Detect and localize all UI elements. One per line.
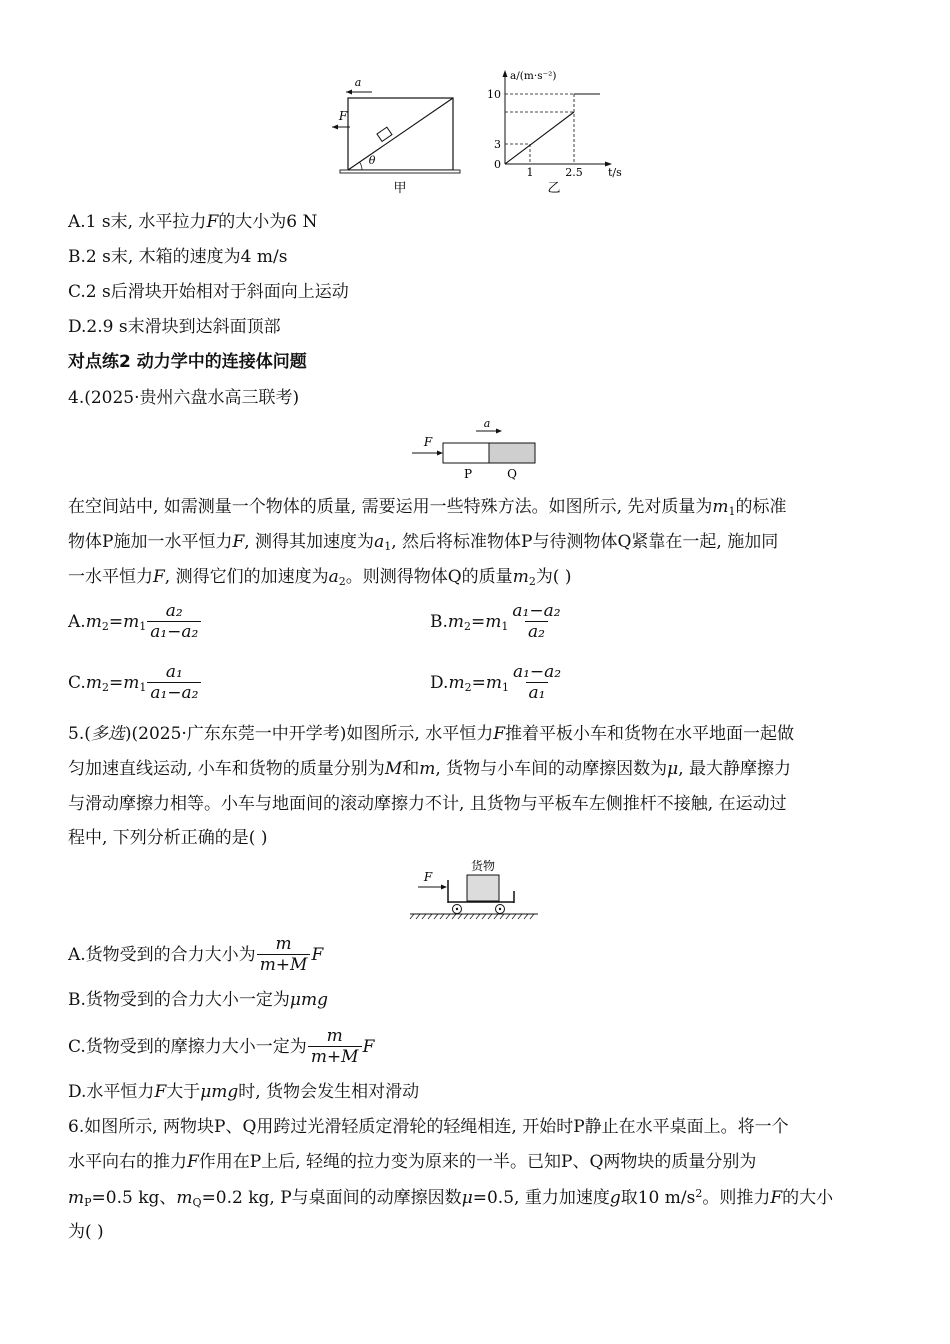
q3-option-d: D.2.9 s末滑块到达斜面顶部 [68,317,281,337]
q6-l2-a: 水平向右的推力 [68,1152,187,1172]
q4-opt-a-eq: = [108,611,124,632]
q4-figure [410,418,542,484]
q4-l3-var1: F [153,567,165,587]
q5-l2-a: 匀加速直线运动, 小车和货物的质量分别为 [68,759,385,779]
q4-opt-b-rhs-sub: 1 [501,619,509,633]
q5-l2-v3: μ [667,759,679,779]
q5-figure [408,854,543,920]
q5-opt-b-pre: B.货物受到的合力大小一定为 [68,990,290,1010]
y-tick-0: 0 [494,158,501,171]
q6-l3-v3: μ [461,1188,473,1208]
q4-line-1 [68,497,787,519]
q4-opt-a-rhs-sub: 1 [139,619,147,633]
q5-opt-b-var: μmg [289,990,328,1010]
q4-opt-c-den: a₁−a₂ [147,682,201,704]
q4-l2-sub2: 1 [384,540,392,553]
q5-l2-v2: m [419,759,436,779]
q3-a-post: 的大小为6 N [218,212,318,232]
q6-l3-s2: Q [192,1196,202,1209]
q6-l3-v4: g [609,1188,621,1208]
cargo-box [467,875,499,901]
q4-option-c [68,662,202,705]
q6-l3-c: =0.5, 重力加速度 [472,1188,610,1208]
q5-l1-tag: 多选 [90,724,125,744]
q4-opt-a-fraction [147,601,201,644]
q4-option-b [430,601,565,644]
q4-opt-a-den: a₁−a₂ [147,621,201,643]
q4-opt-a-rhs: m [123,611,140,632]
q4-opt-c-rhs: m [123,672,140,693]
q5-option-a [68,934,323,977]
q4-l1-a: 在空间站中, 如需测量一个物体的质量, 需要运用一些特殊方法。如图所示, 先对质量为 [68,497,713,517]
q4-opt-c-fraction [147,662,201,705]
accel-arrow-head [346,90,352,95]
q5-opt-c-var: F [362,1036,375,1057]
q5-force-arrow-head [441,885,447,890]
q4-l1-sub: 1 [728,505,736,518]
q4-opt-d-fraction [510,662,564,705]
q4-opt-d-eq: = [471,672,486,693]
q4-opt-b-eq: = [471,611,486,632]
q5-option-c [68,1026,374,1069]
y-tick-10: 10 [487,88,501,101]
q5-option-d [68,1082,419,1103]
q4-l3-d: 为( ) [535,567,572,587]
q4-l2-c: , 然后将标准物体P与待测物体Q紧靠在一起, 施加同 [391,532,779,552]
q4-opt-c-label: C. [68,672,86,693]
q5-line-2 [68,759,791,780]
q4-header: 4.(2025·贵州六盘水高三联考) [68,388,300,408]
q3-a-var: F [206,212,219,232]
caption-yi: 乙 [547,181,561,196]
q4-opt-b-label: B. [430,611,448,632]
y-axis-label: a/(m·s⁻²) [510,70,557,82]
q4-opt-d-rhs: m [485,672,502,693]
q6-l3-v2: m [176,1188,193,1208]
q5-l2-b: 和 [402,759,420,779]
q5-opt-c-num: m [326,1026,343,1046]
caption-jia: 甲 [393,181,407,196]
q3-option-a [68,212,317,233]
q4-opt-b-den: a₂ [525,621,548,643]
q4-opt-b-fraction [509,601,563,644]
q5-option-b [68,990,328,1011]
q6-l3-e: 。则推力 [702,1188,771,1208]
q6-l3-b: =0.2 kg, P与桌面间的动摩擦因数 [201,1188,462,1208]
x-axis-label: t/s [608,166,622,179]
q5-l1-var: F [493,724,506,744]
angle-label: θ [368,154,376,167]
force-arrow-head [332,125,338,130]
q5-opt-c-pre: C.货物受到的摩擦力大小一定为 [68,1036,307,1057]
q4-opt-b-rhs: m [485,611,502,632]
q4-option-a [68,601,202,644]
q4-opt-a-num: a₂ [165,601,183,621]
q4-l2-b: , 测得其加速度为 [244,532,375,552]
q3-option-b: B.2 s末, 木箱的速度为4 m/s [68,247,288,267]
q6-l2-b: 作用在P上后, 轻绳的拉力变为原来的一半。已知P、Q两物块的质量分别为 [198,1152,757,1172]
wheel-right-hub [499,908,501,910]
q4-l3-a: 一水平恒力 [68,567,153,587]
angle-arc [360,162,362,170]
q4-line-2 [68,532,778,554]
q3-option-c: C.2 s后滑块开始相对于斜面向上运动 [68,282,349,302]
y-axis-arrow [503,70,508,77]
q5-l2-c: , 货物与小车间的动摩擦因数为 [435,759,668,779]
q4-opt-c-rhs-sub: 1 [139,680,147,694]
q6-line-1: 6.如图所示, 两物块P、Q用跨过光滑轻质定滑轮的轻绳相连, 开始时P静止在水平桌面上。将一个 [68,1117,789,1137]
q6-l3-v5: F [770,1188,783,1208]
q4-opt-d-lhs-sub: 2 [464,680,472,694]
q4-opt-b-lhs-sub: 2 [464,619,472,633]
q4-accel-arrow-head [496,429,502,434]
q6-l3-v1: m [68,1188,85,1208]
q4-l3-var3: m [512,567,529,587]
q5-opt-c-fraction [308,1026,362,1069]
q5-l2-v1: M [384,759,403,779]
q4-opt-d-num: a₁−a₂ [512,662,562,682]
q4-force-arrow-head [437,451,443,456]
q5-opt-d-post: 时, 货物会发生相对滑动 [238,1082,420,1102]
q4-l2-var1: F [232,532,245,552]
q4-opt-c-lhs: m [85,672,102,693]
label-p: P [463,467,473,481]
q5-opt-d-mid: 大于 [166,1082,201,1102]
figure-jia [330,72,470,202]
q4-l1-b: 的标准 [735,497,787,517]
incline [348,98,453,170]
q6-l3-a: =0.5 kg、 [91,1188,177,1208]
q5-opt-a-num: m [275,934,292,954]
q6-line-3 [68,1187,833,1210]
q4-l3-var2: a [328,567,339,587]
ground-hatching [410,914,534,919]
q4-l3-c: 。则测得物体Q的质量 [345,567,513,587]
q4-l3-sub2: 2 [338,575,346,588]
q4-l2-a: 物体P施加一水平恒力 [68,532,233,552]
x-tick-2-5: 2.5 [565,166,583,179]
q4-opt-c-lhs-sub: 2 [101,680,109,694]
ground-base [340,170,460,173]
label-q: Q [507,467,517,481]
q6-line-2 [68,1152,756,1173]
q5-line-4: 程中, 下列分析正确的是( ) [68,828,268,848]
q6-l3-d: 取10 m/s [620,1188,696,1208]
q4-line-3 [68,567,571,589]
q4-l3-sub3: 2 [528,575,536,588]
q4-force-label: F [423,435,433,449]
q5-line-3: 与滑动摩擦力相等。小车与地面间的滚动摩擦力不计, 且货物与平板车左侧推杆不接触, 在运动过 [68,794,787,814]
q5-opt-a-var: F [311,944,324,965]
q3-a-pre: A.1 s末, 水平拉力 [68,212,207,232]
q4-l2-var2: a [374,532,385,552]
q4-accel-label: a [483,418,491,430]
q5-opt-d-v2: μmg [200,1082,239,1102]
q4-opt-d-rhs-sub: 1 [501,680,509,694]
q4-opt-b-lhs: m [447,611,465,632]
accel-label: a [354,76,362,89]
q4-opt-d-den: a₁ [526,682,549,704]
force-label: F [338,109,348,123]
q4-opt-c-num: a₁ [165,662,183,682]
q5-l2-d: , 最大静摩擦力 [678,759,792,779]
q5-l1-a: 5.( [68,724,91,744]
figure-yi [482,66,632,200]
x-tick-1: 1 [526,166,534,179]
graph-ramp [505,112,574,164]
q4-opt-a-label: A. [68,611,86,632]
q4-opt-c-eq: = [108,672,124,693]
q5-opt-a-fraction [257,934,311,977]
q4-l1-var: m [712,497,729,517]
q6-line-4: 为( ) [68,1222,104,1242]
q6-l2-var: F [187,1152,199,1172]
q5-opt-a-pre: A.货物受到的合力大小为 [68,944,256,965]
block-p [443,443,489,463]
q4-option-d [430,662,565,705]
q4-l3-b: , 测得它们的加速度为 [164,567,329,587]
q6-l3-f: 的大小 [782,1188,834,1208]
q4-opt-a-lhs-sub: 2 [101,619,109,633]
q4-opt-a-lhs: m [85,611,102,632]
q5-cargo-label: 货物 [470,859,496,873]
slider-block [377,127,392,141]
q6-l3-s1: P [84,1196,92,1209]
q4-opt-d-label: D. [430,672,449,693]
section-2-title: 对点练2 动力学中的连接体问题 [68,352,307,372]
y-tick-3: 3 [494,138,501,151]
q4-opt-b-num: a₁−a₂ [512,601,561,621]
wheel-left-hub [456,908,458,910]
q5-l1-b: )(2025·广东东莞一中开学考)如图所示, 水平恒力 [124,724,494,744]
q5-l1-c: 推着平板小车和货物在水平地面一起做 [505,724,795,744]
q5-opt-a-den: m+M [257,954,311,976]
q5-force-label: F [423,870,433,884]
q5-opt-d-pre: D.水平恒力 [68,1082,155,1102]
q5-opt-c-den: m+M [308,1046,362,1068]
block-q [489,443,535,463]
q5-opt-d-v1: F [154,1082,167,1102]
q4-opt-d-lhs: m [448,672,465,693]
q5-line-1 [68,724,794,745]
q6-l3-sup: 2 [695,1187,703,1200]
